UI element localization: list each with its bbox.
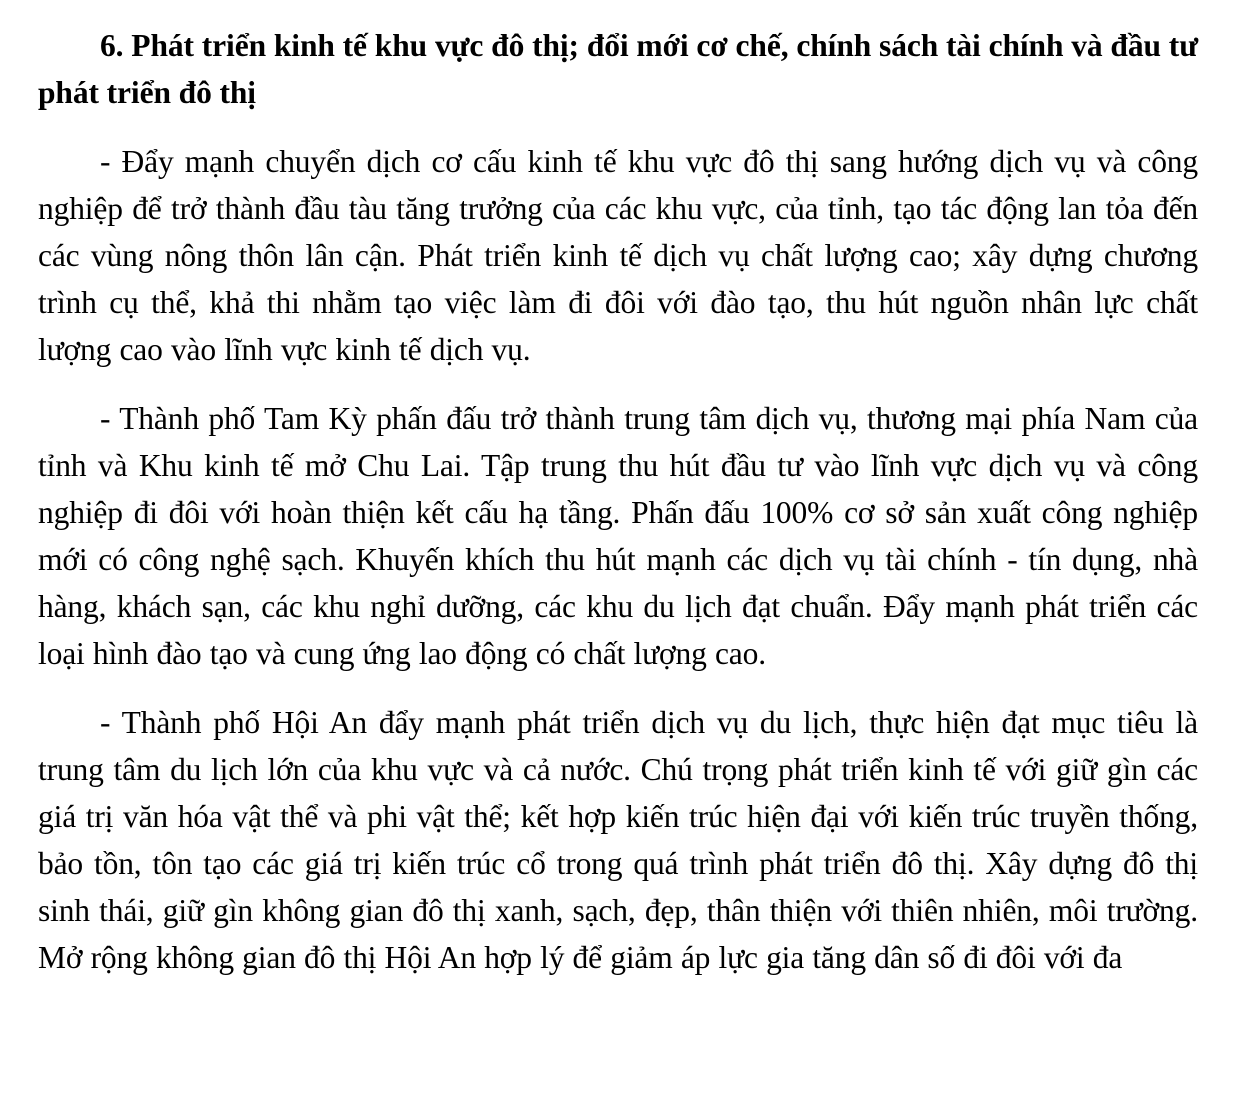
paragraph-2: - Thành phố Tam Kỳ phấn đấu trở thành trung tâm dịch vụ, thương mại phía Nam của tỉnh và Khu kinh tế mở Chu Lai. Tập trung thu hút đầu tư vào lĩnh vực dịch vụ và công nghiệp đi đôi với hoàn thiện kết cấu hạ tầng. Phấn đấu 100% cơ sở sản xuất công nghiệp mới có công nghệ sạch. Khuyến khích thu hút mạnh các dịch vụ tài chính - tín dụng, nhà hàng, khách sạn, các khu nghỉ dưỡng, các khu du lịch đạt chuẩn. Đẩy mạnh phát triển các loại hình đào tạo và cung ứng lao động có chất lượng cao. — [38, 401, 1198, 671]
truncated-top-line — [340, 6, 900, 24]
paragraph-1: - Đẩy mạnh chuyển dịch cơ cấu kinh tế khu vực đô thị sang hướng dịch vụ và công nghiệp để trở thành đầu tàu tăng trưởng của các khu vực, của tỉnh, tạo tác động lan tỏa đến các vùng nông thôn lân cận. Phát triển kinh tế dịch vụ chất lượng cao; xây dựng chương trình cụ thể, khả thi nhằm tạo việc làm đi đôi với đào tạo, thu hút nguồn nhân lực chất lượng cao vào lĩnh vực kinh tế dịch vụ. — [38, 144, 1198, 367]
section-heading: 6. Phát triển kinh tế khu vực đô thị; đổi mới cơ chế, chính sách tài chính và đầu tư phát triển đô thị — [38, 28, 1198, 110]
document-page — [0, 22, 1236, 1112]
paragraph-3: - Thành phố Hội An đẩy mạnh phát triển dịch vụ du lịch, thực hiện đạt mục tiêu là trung tâm du lịch lớn của khu vực và cả nước. Chú trọng phát triển kinh tế với giữ gìn các giá trị văn hóa vật thể và phi vật thể; kết hợp kiến trúc hiện đại với kiến trúc truyền thống, bảo tồn, tôn tạo các giá trị kiến trúc cổ trong quá trình phát triển đô thị. Xây dựng đô thị sinh thái, giữ gìn không gian đô thị xanh, sạch, đẹp, thân thiện với thiên nhiên, môi trường. Mở rộng không gian đô thị Hội An hợp lý để giảm áp lực gia tăng dân số đi đôi với đa — [38, 705, 1198, 975]
